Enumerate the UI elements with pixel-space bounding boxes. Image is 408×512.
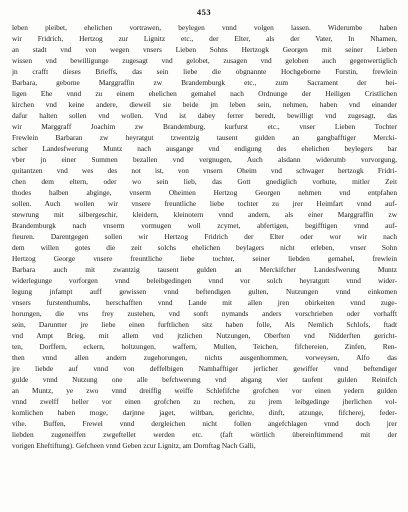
text-line: legung jnfampt auff gewissen vnnd beftendigen gulten, Nutzungen vnnd einkomen <box>12 287 397 296</box>
text-line: quitantzen vnd wes des not ist, von vnsern Oheim vnd schwager hertzogk Fridri- <box>12 166 397 175</box>
text-line: Barbara auch mit zwantzig tausent gulden an Merckifcher Landesfwerung Muntz <box>12 265 397 274</box>
text-line: jn crafft dieses Brieffs, das sein liebe die obgnannte Hochgeborne Furstin, frewlein <box>12 67 397 76</box>
text-line: vnnd zwelff heller vor einen grofchen zu rechen, zu jrem leibgedinge jherlichen vol- <box>12 397 397 406</box>
text-line: wir Marggraff Joachim zw Brandemburg, kurfurst etc., vnser Lieben Tochter <box>12 122 397 131</box>
text-line: Barbara, geborne Marggraffin zw Brandemburgk etc., zum Sacrament der hei- <box>12 78 397 87</box>
text-line: stewrung mit silbergeschir, kleidern, kleinotern vnnd andern, als einer Marggraffin zw <box>12 210 397 219</box>
text-line: chen dem eltern, oder wo sein lieb, das Gott gnediglich vorhute, mitler Zeit <box>12 177 397 186</box>
text-line: sollen. Auch wollen wir vnsere freuntliche liebe tochter zu jrer Heimfart vnnd auf- <box>12 199 397 208</box>
text-line: jre liebde auf vnnd von deffelbigen Namhafftiger jerlicher gewiffer vnnd beftendiger <box>12 364 397 373</box>
text-line: sein, Daruntter jre liebe einen furftlichen sitz haben folle, Als Nemlich Schlofs, ftadt <box>12 320 397 329</box>
text-line: liebden zugeneiffen zwgeftellet werden etc. (faft wörtlich übereinftimmend mit der <box>12 430 397 439</box>
text-line: ten, Dorffern, eckern, holtzungen, waffern, Mullen, Teichen, fifchereien, Zinfen, Ren- <box>12 342 397 351</box>
text-line: vorigen Eheftiftung). Gefcheen vnnd Geben zcur Lignitz, am Dornftag Nach Galli, <box>12 441 256 450</box>
text-line: komlichen haben moge, darjnne jaget, wiltban, gerichte, dinft, atzunge, fifcherej, feder- <box>12 408 397 417</box>
text-line: fteuren. Darentgegen sollen wir Hertzog Fridrich der Elter oder wor wir nach <box>12 232 397 241</box>
text-line: then vnnd allen andern zugehorungen, nichts ausgenhommen, vorweysen, Alfo das <box>12 353 397 362</box>
text-line: dafur halten sollen vnd wollen. Vnd ist dabey ferrer beredt, bewilligt vnd zugesagt, das <box>12 111 397 120</box>
text-line: ligen Ehe vnnd zu einem ehelichen gemahel nach Ordnunge der Heiligen Cristlichen <box>12 89 397 98</box>
body-text <box>12 22 397 451</box>
text-line: vihe. Buffen, Frewel vnnd dergleichen nicht follen angefchlagen vnnd doch jrer <box>12 419 397 428</box>
text-line: thodes halben abginge, vnserm Oheimen Hertzog Georgen nehmen vnd entpfahen <box>12 188 397 197</box>
text-line: vnsers furstenthumbs, herschafften vnnd Lande mit allen jren obirkeiten vnnd zuge- <box>12 298 397 307</box>
text-line: gulde vnnd Nutzung one alle befchwerung vnd abgang vier taufent gulden Reinifch <box>12 375 397 384</box>
text-line: vber jn einer Summen bezallen vnd vergnugen, Auch alsdann widerumb vorvorgung, <box>12 155 397 164</box>
text-line: vnd Ampt Brieg, mit allem vnd jtzlichen Nutzungen, Oberften vnd Nidderften gericht- <box>12 331 397 340</box>
text-line: an stadt vnd von wegen vnsers Lieben Sohns Hertzogk Georgen mit seiner Lieben <box>12 45 397 54</box>
page-number: 453 <box>196 7 212 17</box>
text-line: dem willen gotes die zeit solchs ehelichen beylagers nicht erleben, vnser Sohn <box>12 243 397 252</box>
text-line: Hertzog George vnsere freuntliche liebe tochter, seiner liebden gemahel, frewlein <box>12 254 397 263</box>
text-line: widerlegunge vorforgen vnnd beleibgedingen vnnd vor solch heyratgutt vnnd wider- <box>12 276 397 285</box>
text-line: Frewlein Barbaran zw heyratgut tzwentzig tausent gulden an gangbafftiger Mercki- <box>12 133 397 142</box>
text-line: an Muntz, ye zwo vnnd dreiffig weiffe Schlefifche grofchen vor einen yedern gulden <box>12 386 397 395</box>
text-line: kirchen vnd keine andere, dieweil sie beide jm leben sein, nehmen, haben vnd einander <box>12 100 397 109</box>
text-line: Brandemburgk nach vnserm vormugen woll zcymet, abfertigen, begifftigen vnnd auf- <box>12 221 397 230</box>
text-line: wissen vnd bewilligunge zugesagt vnd gelobet, zusagen vnd geloben auch gegenwertiglich <box>12 56 397 65</box>
text-line: leben pleibet, ehelichen vortrawen, beylegen vnnd volgen lassen. Widerumbe haben <box>12 23 397 32</box>
text-line: horungen, die vns frey zustehen, vnd sonft nymands anders vorschrieben oder vorhafft <box>12 309 397 318</box>
text-line: scher Landesfwerung Muntz nach ausgange vnd endigung des ehelichen beylegers bar <box>12 144 397 153</box>
text-line: wir Fridrich, Hertzog zur Lignitz etc., der Elter, als der Vater, In Nhamen, <box>12 34 397 43</box>
